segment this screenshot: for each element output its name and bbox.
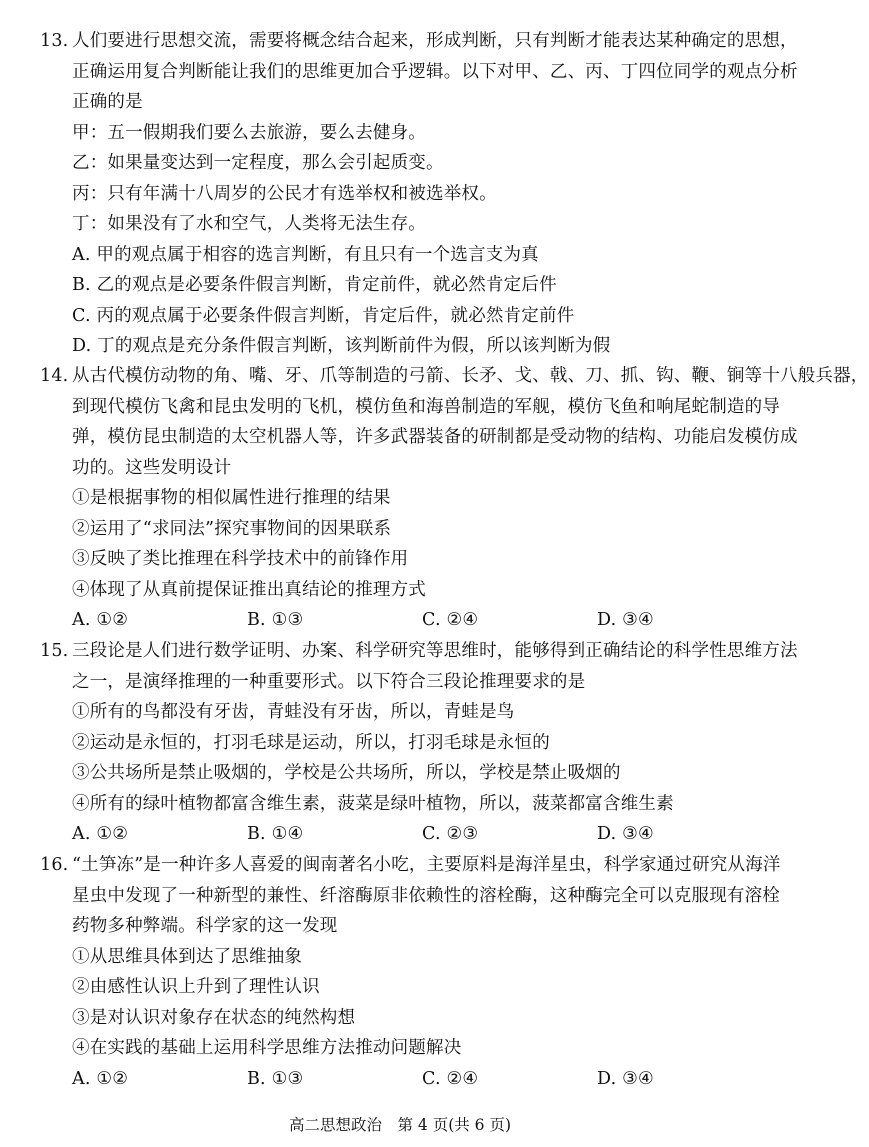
statement: 丙：只有年满十八周岁的公民才有选举权和被选举权。 bbox=[72, 183, 497, 204]
statement: ③是对认识对象存在状态的纯然构想 bbox=[72, 1007, 356, 1028]
question-number: 14. bbox=[40, 366, 69, 386]
statement: ①是根据事物的相似属性进行推理的结果 bbox=[72, 488, 391, 508]
answer-option-b: B. ①④ bbox=[247, 824, 304, 844]
statement: ②运动是永恒的，打羽毛球是运动，所以，打羽毛球是永恒的 bbox=[72, 732, 550, 753]
question-15 bbox=[40, 636, 798, 850]
answer-option-d: D. ③④ bbox=[597, 1068, 654, 1089]
statement: ①从思维具体到达了思维抽象 bbox=[72, 946, 303, 967]
statement: 乙：如果量变达到一定程度，那么会引起质变。 bbox=[72, 153, 444, 173]
answer-option-a: A. ①② bbox=[72, 1068, 129, 1089]
statement: ③公共场所是禁止吸烟的，学校是公共场所，所以，学校是禁止吸烟的 bbox=[72, 763, 621, 783]
question-stem-line: 弹，模仿昆虫制造的太空机器人等，许多武器装备的研制都是受动物的结构、功能启发模仿成 bbox=[72, 427, 798, 447]
answer-option-c: C. ②③ bbox=[422, 824, 479, 844]
answer-option-b: B. ①③ bbox=[247, 610, 304, 630]
question-stem-line: 16. “土笋冻”是一种许多人喜爱的闽南著名小吃，主要原料是海洋星虫，科学家通过研究从海洋 bbox=[40, 850, 780, 881]
question-stem-line: 14. 从古代模仿动物的角、嘴、牙、爪等制造的弓箭、长矛、戈、戟、刀、抓、钩、鞭、锏等十八般兵器， bbox=[40, 361, 780, 392]
answer-choice-c: C. 丙的观点属于必要条件假言判断，肯定后件，就必然肯定前件 bbox=[72, 305, 575, 326]
answer-option-a: A. ①② bbox=[72, 824, 129, 844]
question-16 bbox=[40, 850, 780, 1094]
answer-choice-b: B. 乙的观点是必要条件假言判断，肯定前件，就必然肯定后件 bbox=[72, 275, 557, 295]
question-14 bbox=[40, 361, 869, 636]
question-stem-line: 正确的是 bbox=[72, 92, 143, 112]
answer-options bbox=[40, 605, 780, 636]
answer-option-b: B. ①③ bbox=[247, 1068, 304, 1089]
statement: ③反映了类比推理在科学技术中的前锋作用 bbox=[72, 549, 409, 569]
statement: 甲：五一假期我们要么去旅游，要么去健身。 bbox=[72, 122, 426, 143]
question-number: 15. bbox=[40, 641, 69, 661]
answer-options bbox=[40, 819, 780, 850]
statement: 丁：如果没有了水和空气，人类将无法生存。 bbox=[72, 214, 426, 234]
question-stem-line: 之一，是演绎推理的一种重要形式。以下符合三段论推理要求的是 bbox=[72, 671, 586, 692]
question-13 bbox=[40, 26, 798, 362]
question-stem-line: 星虫中发现了一种新型的兼性、纤溶酶原非依赖性的溶栓酶，这种酶完全可以克服现有溶栓 bbox=[72, 885, 780, 906]
page-footer: 高二思想政治 第 4 页(共 6 页) bbox=[288, 1116, 512, 1134]
question-stem-line: 到现代模仿飞禽和昆虫发明的飞机，模仿鱼和海兽制造的军舰，模仿飞鱼和响尾蛇制造的导 bbox=[72, 396, 780, 417]
statement: ②由感性认识上升到了理性认识 bbox=[72, 977, 320, 997]
answer-choice-d: D. 丁的观点是充分条件假言判断，该判断前件为假，所以该判断为假 bbox=[72, 336, 611, 356]
answer-option-a: A. ①② bbox=[72, 610, 129, 630]
statement: ①所有的鸟都没有牙齿，青蛙没有牙齿，所以，青蛙是鸟 bbox=[72, 702, 515, 722]
answer-options bbox=[40, 1064, 780, 1095]
statement: ④体现了从真前提保证推出真结论的推理方式 bbox=[72, 579, 426, 600]
answer-option-c: C. ②④ bbox=[422, 610, 479, 630]
statement: ④在实践的基础上运用科学思维方法推动问题解决 bbox=[72, 1038, 462, 1058]
answer-option-d: D. ③④ bbox=[597, 824, 654, 844]
question-stem-line: 药物多种弊端。科学家的这一发现 bbox=[72, 916, 338, 936]
statement: ④所有的绿叶植物都富含维生素，菠菜是绿叶植物，所以，菠菜都富含维生素 bbox=[72, 793, 674, 814]
answer-option-c: C. ②④ bbox=[422, 1068, 479, 1089]
question-stem-line: 15. 三段论是人们进行数学证明、办案、科学研究等思维时，能够得到正确结论的科学性思维方法 bbox=[40, 636, 780, 667]
statement: ②运用了“求同法”探究事物间的因果联系 bbox=[72, 518, 392, 539]
answer-choice-a: A. 甲的观点属于相容的选言判断，有且只有一个选言支为真 bbox=[72, 244, 539, 265]
question-stem-line: 13. 人们要进行思想交流，需要将概念结合起来，形成判断，只有判断才能表达某种确定的思想， bbox=[40, 26, 780, 57]
question-number: 13. bbox=[40, 31, 69, 51]
question-stem-line: 正确运用复合判断能让我们的思维更加合乎逻辑。以下对甲、乙、丙、丁四位同学的观点分析 bbox=[72, 61, 798, 82]
question-number: 16. bbox=[40, 855, 69, 875]
answer-option-d: D. ③④ bbox=[597, 610, 654, 630]
question-stem-line: 功的。这些发明设计 bbox=[72, 457, 232, 478]
